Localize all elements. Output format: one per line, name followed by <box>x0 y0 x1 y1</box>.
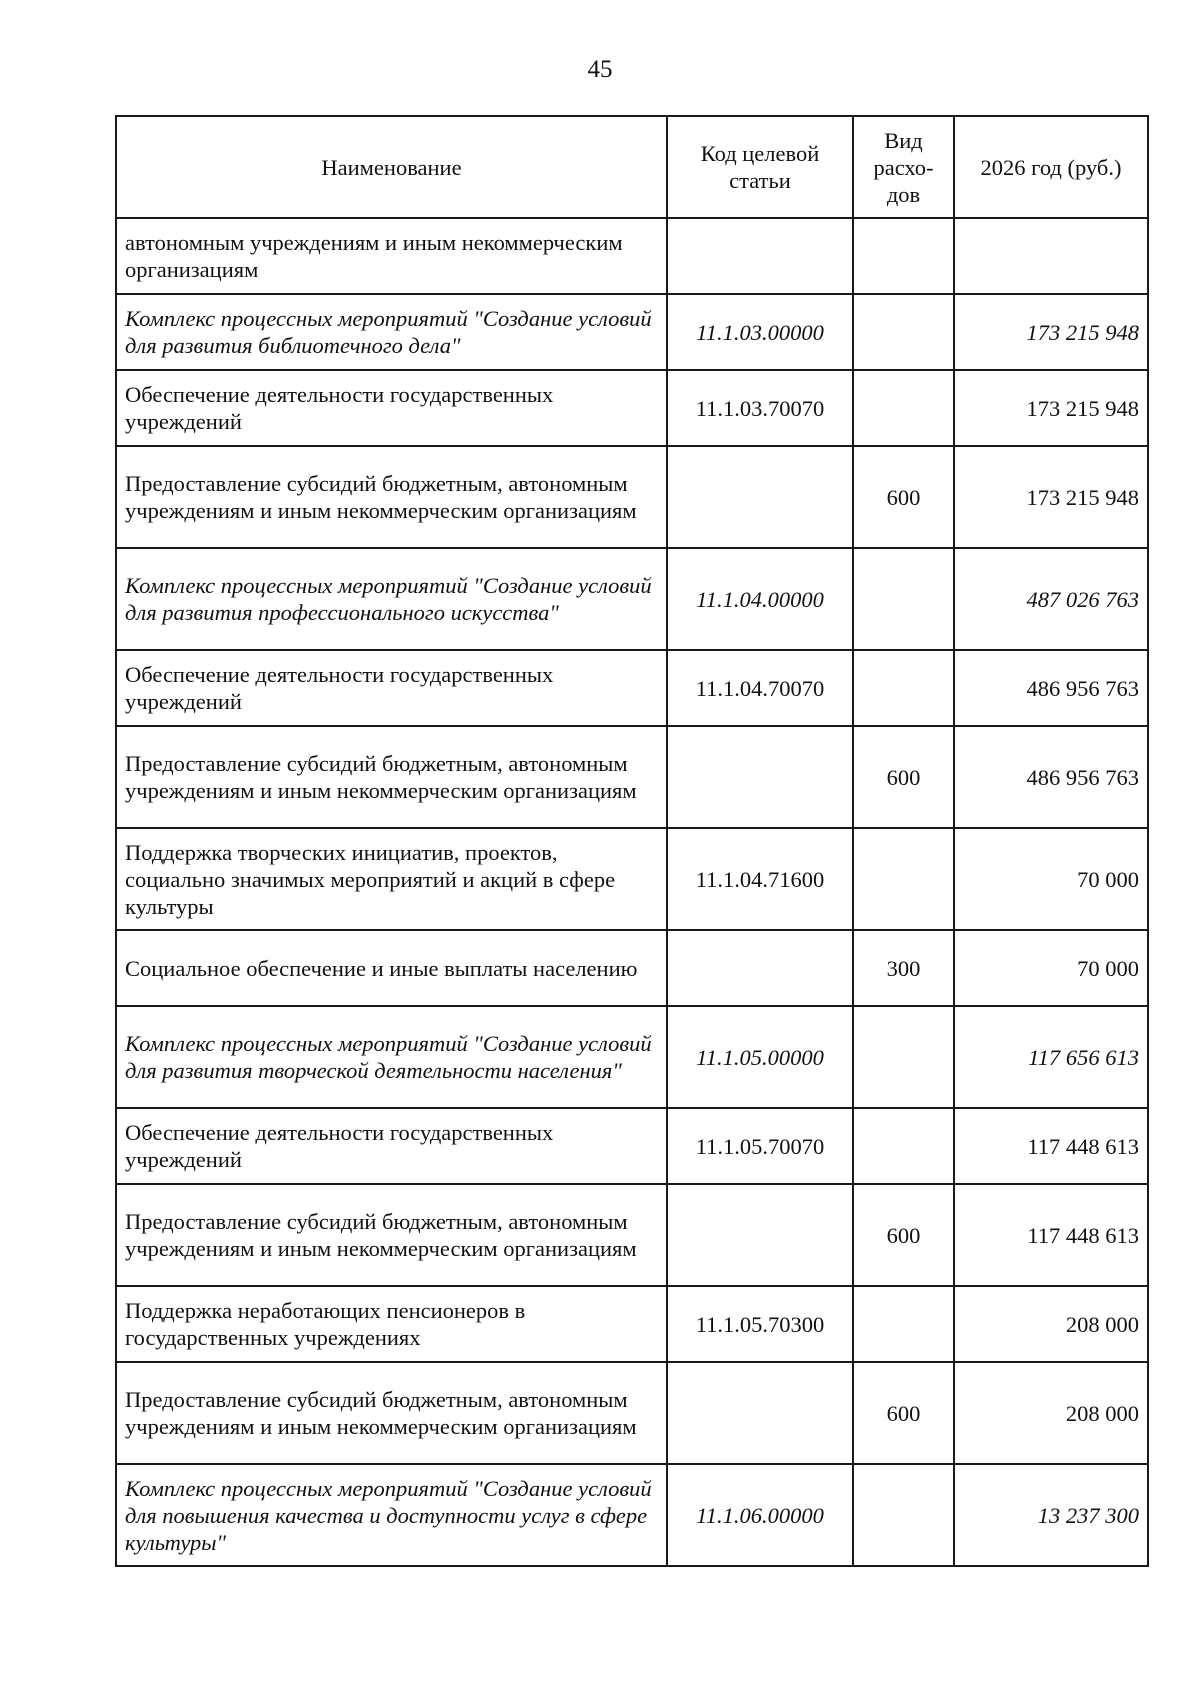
row-sum: 173 215 948 <box>954 294 1148 370</box>
row-sum: 117 656 613 <box>954 1006 1148 1108</box>
row-sum: 208 000 <box>954 1286 1148 1362</box>
row-code <box>667 218 853 294</box>
table-row <box>116 370 1148 446</box>
table-row <box>116 930 1148 1006</box>
row-sum: 208 000 <box>954 1362 1148 1464</box>
row-type <box>853 218 954 294</box>
table-row <box>116 828 1148 930</box>
page-number: 45 <box>587 56 613 83</box>
table-body <box>116 218 1148 1566</box>
row-name: Комплекс процессных мероприятий "Создание условий для развития творческой деятельности населения" <box>116 1006 667 1108</box>
row-type: 600 <box>853 1362 954 1464</box>
row-name: Предоставление субсидий бюджетным, автономным учреждениям и иным некоммерческим организациям <box>116 446 667 548</box>
table-row <box>116 650 1148 726</box>
row-type <box>853 828 954 930</box>
row-sum: 173 215 948 <box>954 370 1148 446</box>
table-row <box>116 1184 1148 1286</box>
row-type: 600 <box>853 446 954 548</box>
row-code <box>667 726 853 828</box>
table-header <box>116 116 1148 218</box>
table-row <box>116 548 1148 650</box>
row-sum: 117 448 613 <box>954 1184 1148 1286</box>
row-code: 11.1.04.00000 <box>667 548 853 650</box>
row-name: Комплекс процессных мероприятий "Создание условий для развития библиотечного дела" <box>116 294 667 370</box>
row-sum: 486 956 763 <box>954 726 1148 828</box>
row-type <box>853 370 954 446</box>
table-row <box>116 294 1148 370</box>
row-code: 11.1.05.70300 <box>667 1286 853 1362</box>
row-type: 600 <box>853 726 954 828</box>
row-sum: 70 000 <box>954 930 1148 1006</box>
row-code: 11.1.03.70070 <box>667 370 853 446</box>
row-type <box>853 1108 954 1184</box>
row-name: автономным учреждениям и иным некоммерческим организациям <box>116 218 667 294</box>
row-name: Социальное обеспечение и иные выплаты населению <box>116 930 667 1006</box>
row-name: Обеспечение деятельности государственных учреждений <box>116 370 667 446</box>
row-name: Комплекс процессных мероприятий "Создание условий для повышения качества и доступности услуг в сфере культуры" <box>116 1464 667 1566</box>
row-sum <box>954 218 1148 294</box>
column-header-name: Наименование <box>116 116 667 218</box>
row-name: Предоставление субсидий бюджетным, автономным учреждениям и иным некоммерческим организациям <box>116 1362 667 1464</box>
row-code: 11.1.05.00000 <box>667 1006 853 1108</box>
row-name: Поддержка творческих инициатив, проектов, социально значимых мероприятий и акций в сфере культуры <box>116 828 667 930</box>
row-sum: 13 237 300 <box>954 1464 1148 1566</box>
row-sum: 117 448 613 <box>954 1108 1148 1184</box>
row-name: Обеспечение деятельности государственных учреждений <box>116 650 667 726</box>
row-type <box>853 1286 954 1362</box>
row-type: 600 <box>853 1184 954 1286</box>
table-row <box>116 1362 1148 1464</box>
table-row <box>116 1006 1148 1108</box>
row-name: Предоставление субсидий бюджетным, автономным учреждениям и иным некоммерческим организациям <box>116 1184 667 1286</box>
table-row <box>116 1108 1148 1184</box>
row-sum: 70 000 <box>954 828 1148 930</box>
table-row <box>116 726 1148 828</box>
row-type <box>853 294 954 370</box>
row-type <box>853 1006 954 1108</box>
row-name: Комплекс процессных мероприятий "Создание условий для развития профессионального искусства" <box>116 548 667 650</box>
row-code: 11.1.06.00000 <box>667 1464 853 1566</box>
row-code: 11.1.04.70070 <box>667 650 853 726</box>
row-type: 300 <box>853 930 954 1006</box>
column-header-code: Код целевой статьи <box>667 116 853 218</box>
column-header-type: Вид расхо-дов <box>853 116 954 218</box>
column-header-sum: 2026 год (руб.) <box>954 116 1148 218</box>
row-code: 11.1.05.70070 <box>667 1108 853 1184</box>
table-row <box>116 218 1148 294</box>
row-name: Обеспечение деятельности государственных учреждений <box>116 1108 667 1184</box>
row-type <box>853 1464 954 1566</box>
table-row <box>116 1286 1148 1362</box>
row-sum: 486 956 763 <box>954 650 1148 726</box>
row-code <box>667 1362 853 1464</box>
row-code <box>667 930 853 1006</box>
table-row <box>116 446 1148 548</box>
row-type <box>853 548 954 650</box>
row-type <box>853 650 954 726</box>
row-sum: 487 026 763 <box>954 548 1148 650</box>
row-name: Предоставление субсидий бюджетным, автономным учреждениям и иным некоммерческим организациям <box>116 726 667 828</box>
row-code <box>667 446 853 548</box>
row-sum: 173 215 948 <box>954 446 1148 548</box>
row-name: Поддержка неработающих пенсионеров в государственных учреждениях <box>116 1286 667 1362</box>
row-code <box>667 1184 853 1286</box>
row-code: 11.1.03.00000 <box>667 294 853 370</box>
budget-table <box>115 115 1149 1567</box>
row-code: 11.1.04.71600 <box>667 828 853 930</box>
table-row <box>116 1464 1148 1566</box>
